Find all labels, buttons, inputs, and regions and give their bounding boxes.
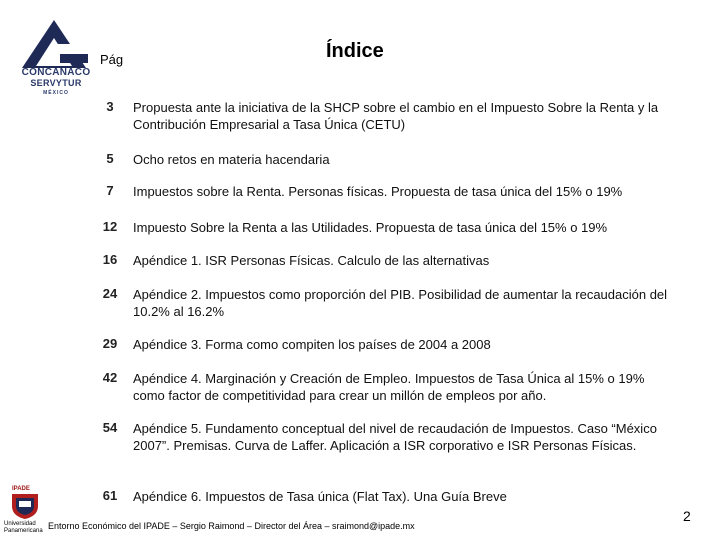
slide-page-number: 2	[683, 508, 691, 524]
logo-sub: SERVYTUR	[30, 78, 82, 88]
entry-page-number: 29	[102, 336, 118, 351]
entry-page-number: 3	[106, 99, 114, 114]
entry-page-number: 12	[102, 219, 118, 234]
entry-text: Apéndice 4. Marginación y Creación de Empleo. Impuestos de Tasa Única al 15% o 19% como factor de competitividad para crear un millón de empleos por año.	[133, 371, 645, 403]
ipade-shield-icon	[8, 492, 42, 520]
entry-page-number: 42	[102, 370, 118, 385]
entry-page-number: 61	[102, 488, 118, 503]
entry-page-number: 24	[102, 286, 118, 301]
entry-text: Ocho retos en materia hacendaria	[133, 152, 330, 167]
university-label: Universidad Panamericana	[4, 521, 43, 534]
logo-name: CONCANACO	[21, 67, 91, 78]
entry-page-number: 54	[102, 420, 118, 435]
entry-text: Apéndice 6. Impuestos de Tasa única (Flat Tax). Una Guía Breve	[133, 489, 507, 504]
entry-page-number: 7	[106, 183, 114, 198]
entry-text: Apéndice 1. ISR Personas Físicas. Calculo de las alternativas	[133, 253, 490, 268]
page-column-label: Pág	[100, 52, 124, 67]
ipade-label: IPADE	[12, 486, 30, 492]
entry-page-number: 16	[102, 252, 118, 267]
logo-country: MÉXICO	[43, 90, 69, 96]
entry-text: Apéndice 2. Impuestos como proporción del PIB. Posibilidad de aumentar la recaudación del 10.2% al 16.2%	[133, 287, 668, 319]
entry-text: Impuestos sobre la Renta. Personas físicas. Propuesta de tasa única del 15% o 19%	[133, 184, 623, 199]
footer-text: Entorno Económico del IPADE – Sergio Raimond – Director del Área – sraimond@ipade.mx	[48, 521, 415, 531]
logo-wordmark	[16, 68, 96, 98]
entry-text: Apéndice 3. Forma como compiten los países de 2004 a 2008	[133, 337, 491, 352]
entry-text: Impuesto Sobre la Renta a las Utilidades. Propuesta de tasa única del 15% o 19%	[133, 220, 608, 235]
entry-text: Apéndice 5. Fundamento conceptual del nivel de recaudación de Impuestos. Caso “México 2007”. Premisas. Curva de Laffer. Aplicación a ISR corporativo e ISR Personas Físicas.	[133, 421, 657, 453]
entry-text: Propuesta ante la iniciativa de la SHCP sobre el cambio en el Impuesto Sobre la Renta y la Contribución Empresarial a Tasa Única (CETU)	[133, 100, 659, 132]
page-title: Índice	[326, 40, 384, 62]
entry-page-number: 5	[106, 151, 114, 166]
